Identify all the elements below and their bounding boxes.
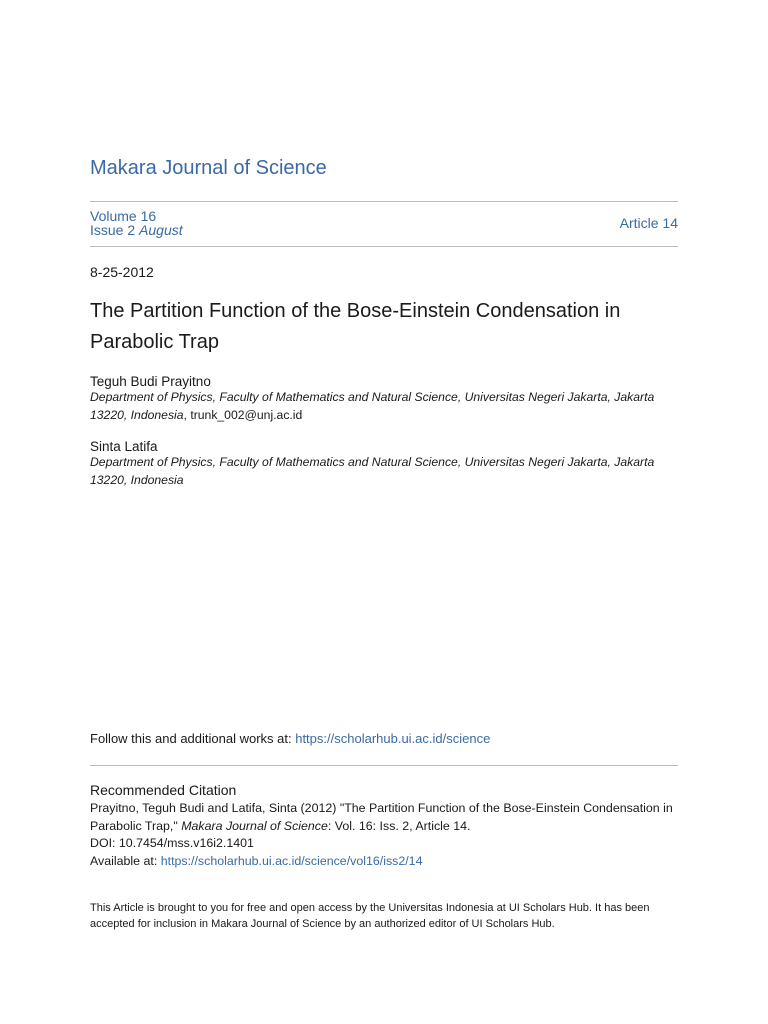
volume-link[interactable]: Volume 16	[90, 208, 157, 224]
citation-divider	[90, 765, 678, 766]
journal-title-link[interactable]: Makara Journal of Science	[90, 157, 327, 179]
affiliation-text: Department of Physics, Faculty of Mathematics and Natural Science, Universitas Negeri Jakarta, Jakarta 13220, Indonesia	[90, 455, 655, 487]
affiliation-text: Department of Physics, Faculty of Mathematics and Natural Science, Universitas Negeri Jakarta, Jakarta 13220, Indonesia	[90, 390, 655, 422]
issue-label: Issue 2	[90, 222, 136, 238]
issue-line[interactable]	[90, 223, 183, 237]
footer-note: This Article is brought to you for free and open access by the Universitas Indonesia at UI Scholars Hub. It has been accepted for inclusion in Makara Journal of Science by an authorized editor of UI Scholars Hub.	[90, 902, 650, 930]
follow-url-link[interactable]: https://scholarhub.ui.ac.id/science	[295, 731, 491, 746]
author-name: Teguh Budi Prayitno	[90, 374, 211, 389]
follow-line	[90, 731, 490, 746]
article-title: The Partition Function of the Bose-Einstein Condensation in Parabolic Trap	[90, 300, 621, 353]
available-label: Available at:	[90, 853, 161, 868]
author-email: trunk_002@unj.ac.id	[190, 407, 303, 422]
follow-label: Follow this and additional works at:	[90, 731, 296, 746]
article-number-link[interactable]: Article 14	[619, 215, 678, 231]
author-name: Sinta Latifa	[90, 439, 158, 454]
header-divider-top	[90, 201, 678, 202]
publication-date: 8-25-2012	[90, 264, 154, 280]
available-url-link[interactable]: https://scholarhub.ui.ac.id/science/vol16/iss2/14	[160, 853, 423, 868]
citation-volume: : Vol. 16: Iss. 2, Article 14.	[327, 818, 471, 833]
citation-journal: Makara Journal of Science	[181, 818, 328, 833]
author-affiliation	[90, 454, 680, 489]
citation-heading: Recommended Citation	[90, 782, 237, 798]
issue-month: August	[139, 222, 183, 238]
citation-text: Prayitno, Teguh Budi and Latifa, Sinta (2012) "The Partition Function of the Bose-Einstein Condensation in Parabolic Trap,"	[90, 801, 673, 833]
citation-block	[90, 800, 682, 870]
header-divider-bottom	[90, 246, 678, 247]
author-affiliation: Department of Physics, Faculty of Mathematics and Natural Science, Universitas Negeri Jakarta, Jakarta 13220, Indonesia, trunk_002@unj.ac.id	[90, 390, 655, 422]
citation-doi: DOI: 10.7454/mss.v16i2.1401	[90, 836, 254, 850]
